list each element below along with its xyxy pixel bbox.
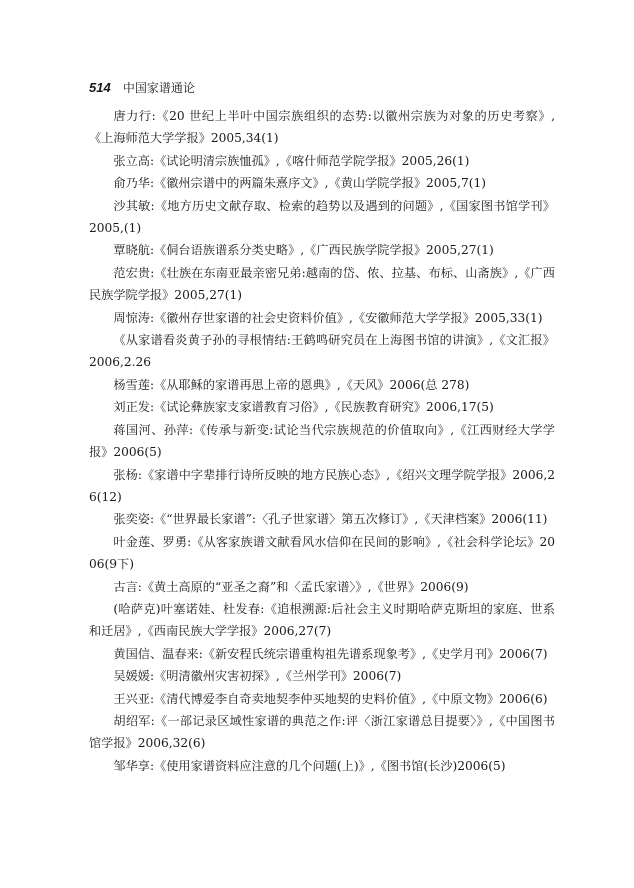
bibliography-entry: 张奕姿:《“世界最长家谱”:〈孔子世家谱〉第五次修订》,《天津档案》2006(11) [113, 512, 548, 527]
page-header [89, 80, 195, 97]
bibliography-entry: 张杨:《家谱中字辈排行诗所反映的地方民族心态》,《绍兴文理学院学报》2006,26(12) [89, 467, 555, 504]
bibliography-entry: 俞乃华:《徽州宗谱中的两篇朱熹序文》,《黄山学院学报》2005,7(1) [113, 176, 486, 191]
bibliography-entry: 周惊涛:《徽州存世家谱的社会史资料价值》,《安徽师范大学学报》2005,33(1) [113, 310, 543, 325]
bibliography-entry: 杨雪莲:《从耶稣的家谱再思上帝的恩典》,《天风》2006(总 278) [113, 377, 470, 392]
bibliography-entry: 叶金莲、罗勇:《从客家族谱文献看风水信仰在民间的影响》,《社会科学论坛》2006(9下) [89, 534, 555, 572]
bibliography-list [89, 105, 555, 777]
bibliography-entry: 刘正发:《试论彝族家支家谱教育习俗》,《民族教育研究》2006,17(5) [113, 400, 494, 415]
bibliography-entry: 邹华享:《使用家谱资料应注意的几个问题(上)》,《图书馆(长沙)2006(5) [113, 758, 506, 773]
bibliography-entry: 覃晓航:《侗台语族谱系分类史略》,《广西民族学院学报》2005,27(1) [113, 243, 494, 258]
bibliography-entry: (哈萨克)叶塞诺娃、杜发春:《追根溯源:后社会主义时期哈萨克斯坦的家庭、世系和迁居》,《西南民族大学学报》2006,27(7) [89, 601, 555, 639]
bibliography-entry: 《从家谱看炎黄子孙的寻根情结:王鹤鸣研究员在上海图书馆的讲演》,《文汇报》2006,2.26 [89, 333, 555, 370]
bibliography-entry: 吴媛媛:《明清徽州灾害初探》,《兰州学刊》2006(7) [113, 669, 402, 684]
bibliography-entry: 沙其敏:《地方历史文献存取、检索的趋势以及遇到的问题》,《国家图书馆学刊》2005,(1) [89, 198, 555, 236]
bibliography-entry: 张立高:《试论明清宗族恤孤》,《喀什师范学院学报》2005,26(1) [113, 153, 470, 168]
bibliography-entry: 范宏贵:《壮族在东南亚最亲密兄弟:越南的岱、侬、拉基、布标、山斋族》,《广西民族学院学报》2005,27(1) [89, 265, 555, 303]
bibliography-entry: 王兴亚:《清代博爱李自奇卖地契李仲买地契的史料价值》,《中原文物》2006(6) [113, 691, 548, 706]
page-number: 514 [89, 80, 111, 95]
bibliography-entry: 蒋国河、孙萍:《传承与新变:试论当代宗族规范的价值取向》,《江西财经大学学报》2006(5) [89, 422, 555, 460]
bibliography-entry: 古言:《黄土高原的“亚圣之裔”和〈孟氏家谱〉》,《世界》2006(9) [113, 579, 469, 594]
bibliography-entry: 黄国信、温春来:《新安程氏统宗谱重构祖先谱系现象考》,《史学月刊》2006(7) [113, 646, 548, 661]
bibliography-entry: 唐力行:《20 世纪上半叶中国宗族组织的态势:以徽州宗族为对象的历史考察》,《上海师范大学学报》2005,34(1) [89, 109, 555, 146]
bibliography-entry: 胡绍军:《一部记录区域性家谱的典范之作:评〈浙江家谱总目提要〉》,《中国图书馆学报》2006,32(6) [89, 713, 555, 751]
running-title: 中国家谱通论 [122, 81, 195, 95]
